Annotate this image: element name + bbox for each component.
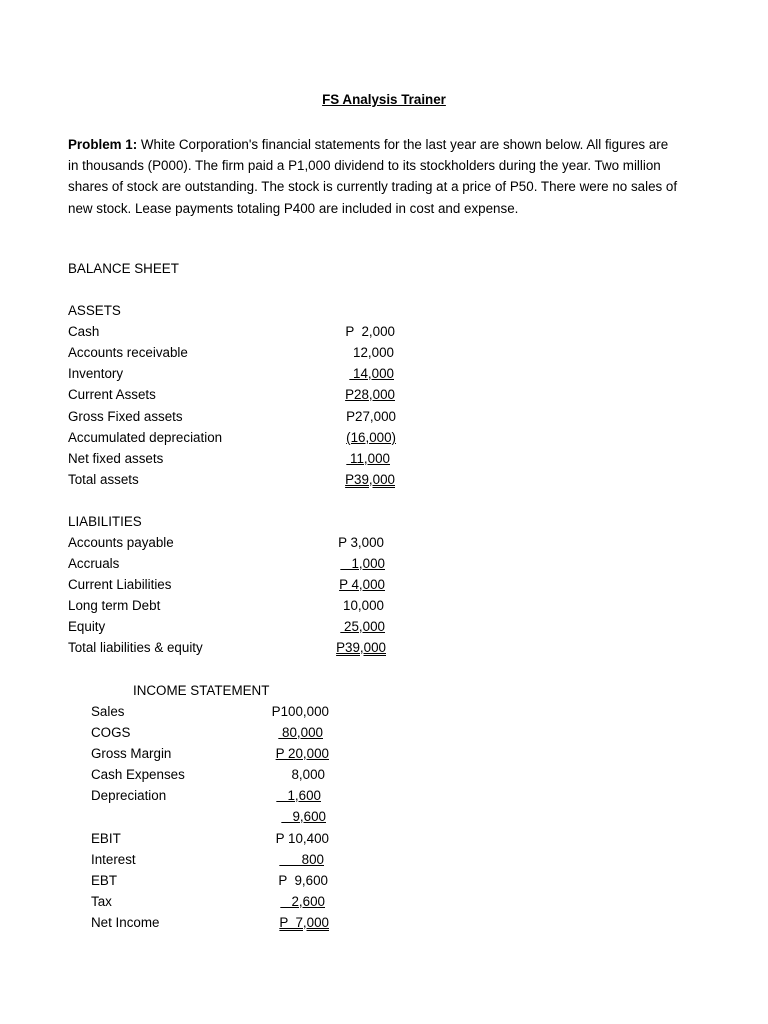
liab-equity-label: Equity [68,619,106,634]
is-tax-value: 2,600 [280,894,325,909]
is-cogs-value: 80,000 [278,725,323,740]
liab-ltd-value: 10,000 [343,598,384,613]
problem-lead: Problem 1: [68,137,138,152]
liab-ltd-label: Long term Debt [68,598,161,613]
is-interest-label: Interest [91,852,136,867]
balance-sheet-heading: BALANCE SHEET [68,261,179,276]
is-ebit-label: EBIT [91,831,121,846]
liab-accruals-value: 1,000 [340,556,385,571]
is-depreciation-label: Depreciation [91,788,167,803]
is-sales-label: Sales [91,704,125,719]
liab-ap-label: Accounts payable [68,535,174,550]
is-net-income-label: Net Income [91,915,160,930]
is-ebt-label: EBT [91,873,118,888]
problem-text: White Corporation's financial statements for the last year are shown below. All figures are in thousands (P000). The firm paid a P1,000 dividend to its stockholders during the year. Two million shares of stock are outstanding. The stock is currently trading at a price of P50. There were no sales of new stock. Lease payments totaling P400 are included in cost and expense. [68,137,678,216]
assets-current-value: P28,000 [345,387,395,402]
is-cash-expenses-value: 8,000 [291,767,325,782]
is-gross-margin-value: P 20,000 [275,746,329,761]
is-sales-value: P100,000 [271,704,329,719]
assets-gross-fixed-value: P27,000 [346,409,396,424]
document-title: FS Analysis Trainer [322,92,446,107]
assets-accum-dep-label: Accumulated depreciation [68,430,223,445]
assets-inventory-label: Inventory [68,366,124,381]
liab-equity-value: 25,000 [340,619,385,634]
assets-net-fixed-label: Net fixed assets [68,451,164,466]
is-tax-label: Tax [91,894,112,909]
assets-ar-value: 12,000 [353,345,394,360]
assets-total-value: P39,000 [345,472,395,487]
is-cogs-label: COGS [91,725,131,740]
liabilities-heading: LIABILITIES [68,514,142,529]
problem-paragraph [68,134,678,219]
assets-total-label: Total assets [68,472,139,487]
liab-current-value: P 4,000 [339,577,385,592]
is-subtotal-value: 9,600 [281,809,326,824]
assets-cash-label: Cash [68,324,100,339]
is-depreciation-value: 1,600 [276,788,321,803]
liab-ap-value: P 3,000 [338,535,384,550]
is-gross-margin-label: Gross Margin [91,746,172,761]
liab-accruals-label: Accruals [68,556,120,571]
assets-inventory-value: 14,000 [349,366,394,381]
liab-total-value: P39,000 [336,640,386,655]
assets-gross-fixed-label: Gross Fixed assets [68,409,183,424]
assets-current-label: Current Assets [68,387,156,402]
assets-net-fixed-value: 11,000 [346,451,390,466]
is-net-income-value: P 7,000 [279,915,329,930]
is-ebt-value: P 9,600 [278,873,328,888]
assets-cash-value: P 2,000 [345,324,395,339]
is-interest-value: 800 [279,852,324,867]
liab-total-label: Total liabilities & equity [68,640,203,655]
assets-heading: ASSETS [68,303,121,318]
is-ebit-value: P 10,400 [275,831,329,846]
assets-ar-label: Accounts receivable [68,345,188,360]
income-statement-heading: INCOME STATEMENT [133,683,270,698]
liab-current-label: Current Liabilities [68,577,172,592]
assets-accum-dep-value: (16,000) [346,430,396,445]
is-cash-expenses-label: Cash Expenses [91,767,185,782]
